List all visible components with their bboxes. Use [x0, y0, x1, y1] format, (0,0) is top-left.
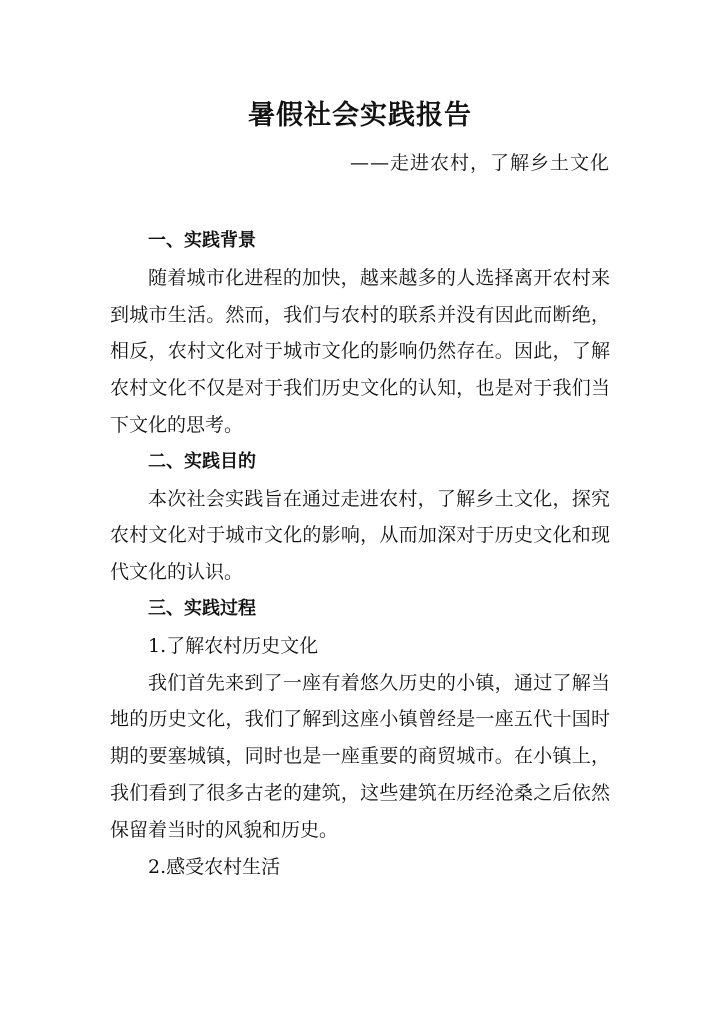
- report-subtitle: ——走进农村，了解乡土文化: [349, 152, 610, 174]
- paragraph-line: 本次社会实践旨在通过走进农村，了解乡土文化，探究: [148, 487, 610, 510]
- paragraph-line: 我们首先来到了一座有着悠久历史的小镇，通过了解当: [148, 671, 610, 694]
- paragraph-line: 相反，农村文化对于城市文化的影响仍然存在。因此，了解: [110, 340, 610, 363]
- paragraph-line: 地的历史文化，我们了解到这座小镇曾经是一座五代十国时: [110, 708, 610, 731]
- paragraph-line: 农村文化不仅是对于我们历史文化的认知，也是对于我们当: [110, 377, 610, 400]
- section-heading-process: 三、实践过程: [148, 597, 256, 619]
- paragraph-line: 代文化的认识。: [110, 561, 244, 584]
- section-heading-purpose: 二、实践目的: [148, 450, 256, 472]
- subheading-rural-life: 2.感受农村生活: [148, 855, 281, 878]
- paragraph-line: 农村文化对于城市文化的影响，从而加深对于历史文化和现: [110, 524, 610, 547]
- section-heading-background: 一、实践背景: [148, 230, 256, 251]
- paragraph-line: 随着城市化进程的加快，越来越多的人选择离开农村来: [148, 266, 610, 289]
- paragraph-line: 期的要塞城镇，同时也是一座重要的商贸城市。在小镇上，: [110, 745, 610, 768]
- paragraph-line: 保留着当时的风貌和历史。: [110, 818, 339, 841]
- subheading-history: 1.了解农村历史文化: [148, 634, 319, 657]
- report-title: 暑假社会实践报告: [248, 100, 472, 131]
- paragraph-line: 下文化的思考。: [110, 413, 244, 436]
- report-body: [110, 223, 610, 885]
- paragraph-line: 我们看到了很多古老的建筑，这些建筑在历经沧桑之后依然: [110, 781, 610, 804]
- paragraph-line: 到城市生活。然而，我们与农村的联系并没有因此而断绝，: [110, 303, 610, 326]
